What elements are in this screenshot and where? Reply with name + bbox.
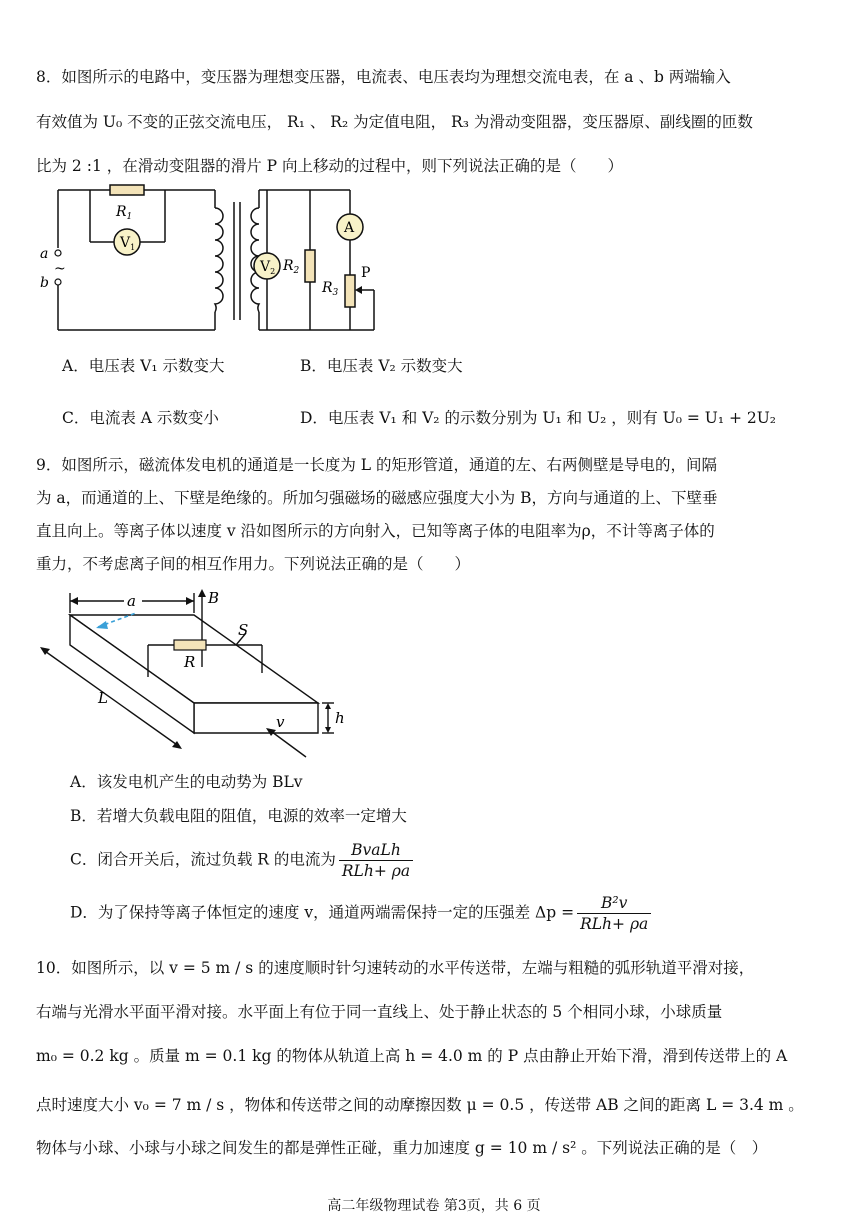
- q8-fig-V1-label: $V_1$: [120, 235, 136, 252]
- q9-option-c[interactable]: [70, 840, 413, 881]
- q9-stem-line2: 为 a，而通道的上、下壁是绝缘的。所加匀强磁场的磁感应强度大小为 B，方向与通道的上、下壁垂: [36, 489, 718, 507]
- q9-fig-R-label: R: [184, 653, 196, 671]
- q8-option-d[interactable]: D．电压表 V₁ 和 V₂ 的示数分别为 U₁ 和 U₂ ，则有 U₀ = U₁ + 2U₂: [300, 409, 777, 427]
- q8-fig-tilde: ~: [54, 261, 66, 277]
- q8-option-b[interactable]: B．电压表 V₂ 示数变大: [300, 357, 463, 375]
- q10-stem-line2: 右端与光滑水平面平滑对接。水平面上有位于同一直线上、处于静止状态的 5 个相同小球，小球质量: [36, 1003, 723, 1021]
- q9-fig-L-label: L: [98, 689, 108, 707]
- q8-fig-A-label: A: [344, 220, 355, 236]
- page-footer: 高二年级物理试卷 第3页，共 6 页: [327, 1198, 541, 1214]
- q8-stem-line2: 有效值为 U₀ 不变的正弦交流电压， R₁ 、 R₂ 为定值电阻， R₃ 为滑动变阻器，变压器原、副线圈的匝数: [36, 113, 753, 131]
- q9-mhd-generator-diagram: [36, 585, 356, 760]
- q9-option-d-fraction: $\frac{\text{B²v}}{\text{RLh+ ρa}}$: [577, 893, 651, 934]
- q10-stem-line4: 点时速度大小 v₀ = 7 m / s ，物体和传送带之间的动摩擦因数 μ = 0.5 ，传送带 AB 之间的距离 L = 3.4 m 。: [36, 1096, 804, 1114]
- q9-option-d-text: D．为了保持等离子体恒定的速度 v，通道两端需保持一定的压强差 Δp =: [70, 903, 575, 922]
- q8-circuit-diagram: [30, 180, 390, 340]
- q8-fig-a-label: a: [40, 246, 49, 262]
- q9-stem-line4: 重力，不考虑离子间的相互作用力。下列说法正确的是（ ）: [36, 555, 471, 573]
- q8-fig-V2-label: $V_2$: [260, 259, 276, 276]
- q8-fig-R1-label: $R_1$: [116, 204, 133, 222]
- q8-stem-line1: 8．如图所示的电路中，变压器为理想变压器，电流表、电压表均为理想交流电表，在 a 、b 两端输入: [36, 68, 731, 86]
- q8-option-a[interactable]: A．电压表 V₁ 示数变大: [62, 357, 225, 375]
- q8-fig-R3-label: $R_3$: [322, 280, 339, 298]
- q8-fig-P-label: P: [361, 265, 371, 281]
- q9-fig-S-label: S: [238, 621, 249, 639]
- q8-fig-b-label: b: [40, 275, 49, 291]
- q9-option-c-fraction: $\frac{\text{BvaLh}}{\text{RLh+ ρa}}$: [339, 840, 413, 881]
- q9-fig-h-label: h: [335, 709, 345, 727]
- q8-fig-R2-label: $R_2$: [283, 258, 300, 276]
- q10-stem-line3: m₀ = 0.2 kg 。质量 m = 0.1 kg 的物体从轨道上高 h = 4.0 m 的 P 点由静止开始下滑，滑到传送带上的 A: [36, 1047, 788, 1065]
- q8-option-c[interactable]: C．电流表 A 示数变小: [62, 409, 219, 427]
- q8-stem-line3: 比为 2 :1 ，在滑动变阻器的滑片 P 向上移动的过程中，则下列说法正确的是（ ）: [36, 157, 624, 175]
- q9-option-d[interactable]: [70, 893, 651, 934]
- q9-option-b[interactable]: B．若增大负载电阻的阻值，电源的效率一定增大: [70, 807, 407, 825]
- q10-stem-line1: 10．如图所示，以 v = 5 m / s 的速度顺时针匀速转动的水平传送带，左端与粗糙的弧形轨道平滑对接，: [36, 959, 755, 977]
- q9-option-a[interactable]: A．该发电机产生的电动势为 BLv: [70, 773, 303, 791]
- q10-stem-line5: 物体与小球、小球与小球之间发生的都是弹性正碰，重力加速度 g = 10 m / s² 。下列说法正确的是（ ）: [36, 1139, 768, 1157]
- q9-stem-line1: 9．如图所示，磁流体发电机的通道是一长度为 L 的矩形管道，通道的左、右两侧壁是导电的，间隔: [36, 456, 718, 474]
- q9-fig-B-label: B: [208, 589, 220, 607]
- q9-fig-a-label: a: [127, 592, 136, 610]
- q9-option-c-text: C．闭合开关后，流过负载 R 的电流为: [70, 850, 336, 869]
- q9-stem-line3: 直且向上。等离子体以速度 v 沿如图所示的方向射入，已知等离子体的电阻率为ρ，不计等离子体的: [36, 522, 715, 540]
- q9-fig-v-label: v: [276, 713, 285, 731]
